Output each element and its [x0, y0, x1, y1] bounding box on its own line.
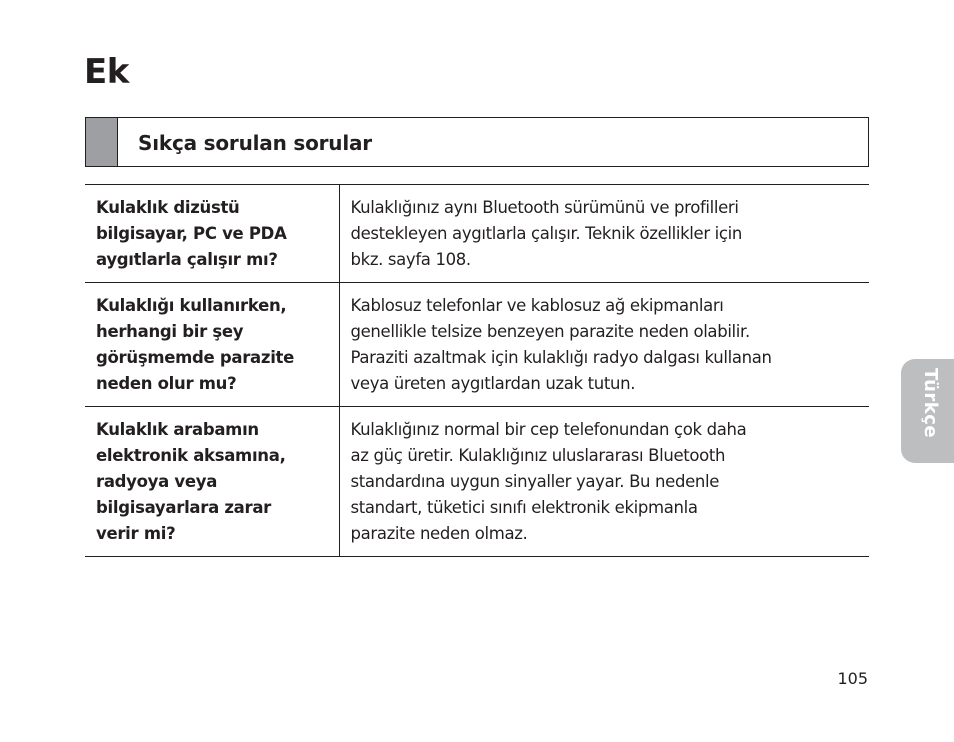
question-line: Kulaklık dizüstü [96, 198, 240, 217]
answer-line: destekleyen aygıtlarla çalışır. Teknik özellikler için [350, 224, 742, 243]
faq-row [85, 407, 869, 557]
question-line: elektronik aksamına, [96, 446, 286, 465]
answer-line: standart, tüketici sınıfı elektronik ekipmanla [350, 498, 698, 517]
answer-line: genellikle telsize benzeyen parazite neden olabilir. [350, 322, 750, 341]
faq-table [85, 184, 869, 557]
answer-line: Paraziti azaltmak için kulaklığı radyo dalgası kullanan [350, 348, 772, 367]
question-line: bilgisayar, PC ve PDA [96, 224, 287, 243]
question-line: aygıtlarla çalışır mı? [96, 250, 278, 269]
question-line: radyoya veya [96, 472, 218, 491]
question-line: bilgisayarlara zarar [96, 498, 272, 517]
answer-line: az güç üretir. Kulaklığınız uluslararası Bluetooth [350, 446, 726, 465]
question-line: görüşmemde parazite [96, 348, 295, 367]
answer-line: veya üreten aygıtlardan uzak tutun. [350, 374, 636, 393]
question-line: Kulaklığı kullanırken, [96, 296, 287, 315]
answer-line: Kulaklığınız aynı Bluetooth sürümünü ve profilleri [350, 198, 739, 217]
page-heading: Ek [84, 52, 129, 92]
answer-line: bkz. sayfa 108. [350, 250, 471, 269]
question-line: verir mi? [96, 524, 176, 543]
answer-line: Kablosuz telefonlar ve kablosuz ağ ekipmanları [350, 296, 724, 315]
faq-answer [339, 185, 869, 283]
question-line: neden olur mu? [96, 374, 237, 393]
section-title: Sıkça sorulan sorular [138, 131, 372, 155]
page-number: 105 [837, 669, 868, 688]
faq-answer [339, 407, 869, 557]
answer-line: parazite neden olmaz. [350, 524, 528, 543]
section-header-accent [86, 118, 118, 166]
faq-row [85, 185, 869, 283]
faq-question [85, 407, 339, 557]
question-line: Kulaklık arabamın [96, 420, 259, 439]
language-tab-label: Türkçe [920, 368, 941, 439]
question-line: herhangi bir şey [96, 322, 244, 341]
faq-question [85, 185, 339, 283]
section-header [85, 117, 869, 167]
faq-answer [339, 283, 869, 407]
answer-line: standardına uygun sinyaller yayar. Bu nedenle [350, 472, 720, 491]
faq-question [85, 283, 339, 407]
answer-line: Kulaklığınız normal bir cep telefonundan çok daha [350, 420, 747, 439]
faq-row [85, 283, 869, 407]
